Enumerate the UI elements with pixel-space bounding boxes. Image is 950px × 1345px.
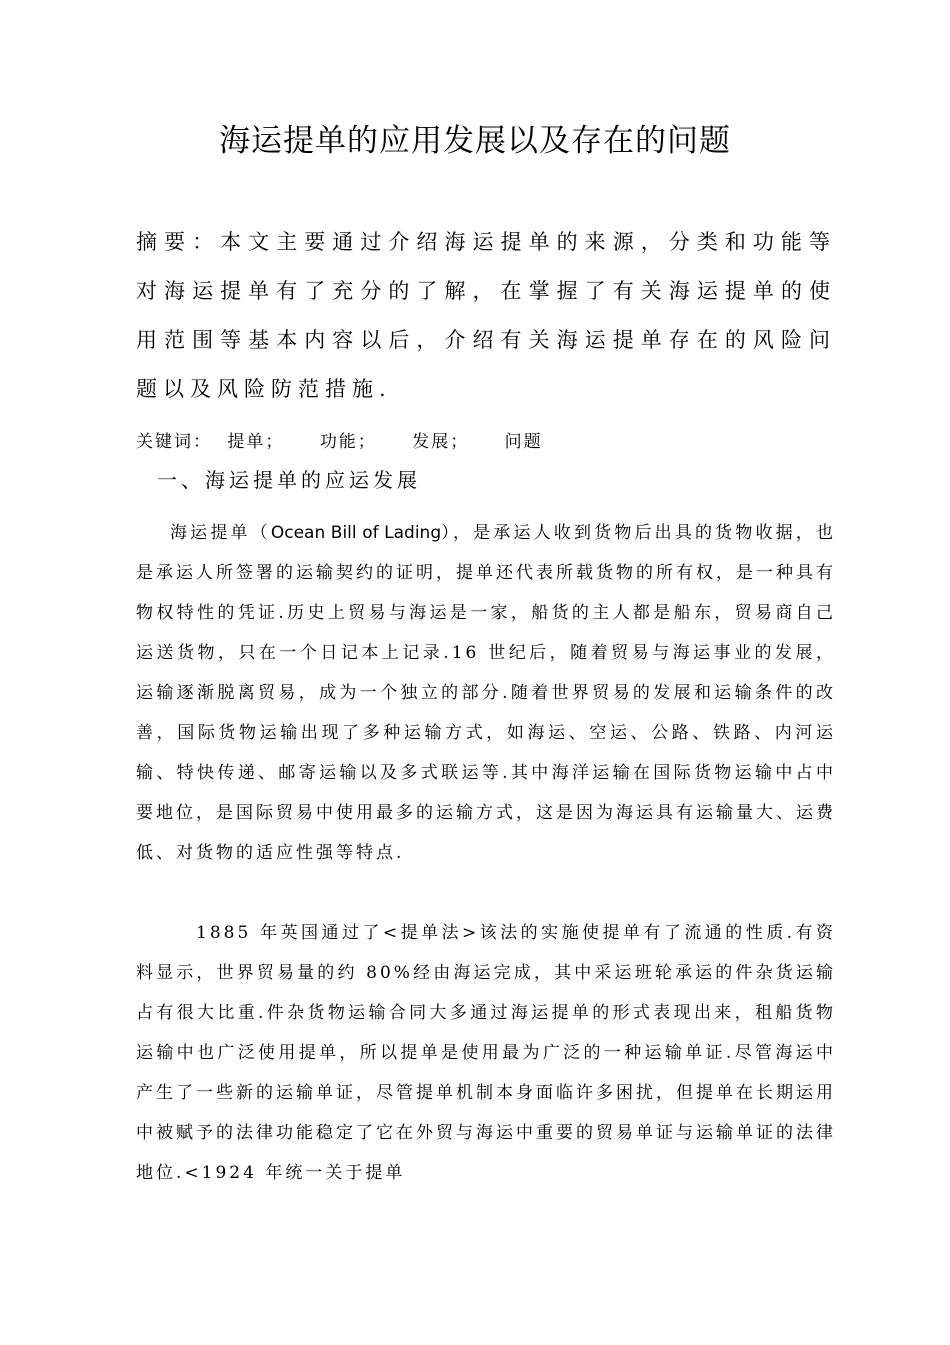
keyword-item: 发展； bbox=[412, 432, 470, 452]
keyword-item: 问题 bbox=[504, 432, 543, 452]
english-term: Ocean Bill of Lading bbox=[270, 523, 442, 543]
abstract-text: 摘要：本文主要通过介绍海运提单的来源，分类和功能等对海运提单有了充分的了解，在掌握了有关海运提单的使用范围等基本内容以后，介绍有关海运提单存在的风险问题以及风险防范措施. bbox=[136, 230, 836, 401]
paragraph-1-lead: 海运提单（ bbox=[170, 523, 271, 543]
keywords-line bbox=[136, 427, 571, 457]
paragraph-1-rest: ），是承运人收到货物后出具的货物收据，也是承运人所签署的运输契约的证明，提单还代表所载货物的所有权，是一种具有物权特性的凭证.历史上贸易与海运是一家，船货的主人都是船东，贸易商自己运送货物，只在一个日记本上记录.16 世纪后，随着贸易与海运事业的发展，运输逐渐脱离贸易，成为一个独立的部分.随着世界贸易的发展和运输条件的改善，国际货物运输出现了多种运输方式，如海运、空运、公路、铁路、内河运输、特快传递、邮寄运输以及多式联运等.其中海洋运输在国际货物运输中占中要地位，是国际贸易中使用最多的运输方式，这是因为海运具有运输量大、运费低、对货物的适应性强等特点. bbox=[136, 523, 837, 863]
keyword-item: 功能； bbox=[319, 432, 377, 452]
abstract-block bbox=[136, 218, 836, 414]
paragraph-2-text: 1885 年英国通过了<提单法>该法的实施使提单有了流通的性质.有资料显示，世界贸易量的约 80%经由海运完成，其中采运班轮承运的件杂货运输占有很大比重.件杂货物运输合同大多通过海运提单的形式表现出来，租船货物运输中也广泛使用提单，所以提单是使用最为广泛的一种运输单证.尽管海运中产生了一些新的运输单证，尽管提单机制本身面临许多困扰，但提单在长期运用中被赋予的法律功能稳定了它在外贸与海运中重要的贸易单证与运输单证的法律地位.<1924 年统一关于提单 bbox=[136, 923, 836, 1183]
paragraph-2 bbox=[136, 913, 836, 1193]
paragraph-1-text bbox=[136, 513, 836, 873]
keywords-label: 关键词： bbox=[136, 432, 212, 452]
keyword-item: 提单； bbox=[227, 432, 285, 452]
section-heading: 一、海运提单的应运发展 bbox=[157, 468, 421, 492]
paragraph-1 bbox=[136, 513, 836, 873]
document-title: 海运提单的应用发展以及存在的问题 bbox=[219, 123, 731, 159]
